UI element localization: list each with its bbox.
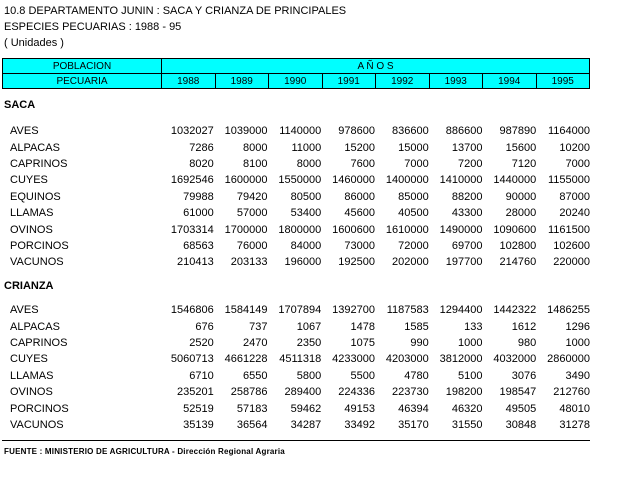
value-cell: 61000 [183,207,214,220]
value-cell: 1610000 [385,223,429,236]
value-cell: 80500 [290,190,322,203]
value-cell: 102800 [499,239,537,252]
value-cell: 1460000 [332,174,375,187]
species-name: LLAMAS [10,207,54,220]
value-cell: 15000 [398,141,429,154]
value-cell: 737 [249,320,268,333]
value-cell: 15200 [344,141,375,154]
value-cell: 90000 [505,190,537,203]
value-cell: 224336 [338,386,375,399]
species-name: EQUINOS [10,190,61,203]
table-row [2,384,590,400]
table-row [2,139,590,155]
value-cell: 31550 [451,418,483,431]
value-cell: 1600600 [332,223,375,236]
table-row [2,351,590,367]
value-cell: 1692546 [170,174,214,187]
species-name: CAPRINOS [10,157,68,170]
value-cell: 8000 [296,157,322,170]
value-cell: 7600 [350,157,375,170]
header-year: 1992 [376,74,430,89]
value-cell: 1039000 [224,125,268,138]
title-block [4,3,346,51]
value-cell: 28000 [505,207,537,220]
section-title-crianza: CRIANZA [4,280,54,292]
species-name: PORCINOS [10,402,69,415]
species-name: LLAMAS [10,369,54,382]
species-name: CUYES [10,174,48,187]
value-cell: 31278 [559,418,590,431]
table-row [2,156,590,172]
value-cell: 886600 [445,125,483,138]
value-cell: 258786 [230,386,268,399]
value-cell: 1032027 [170,125,214,138]
value-cell: 1392700 [332,304,375,317]
value-cell: 86000 [344,190,375,203]
species-name: AVES [10,125,39,138]
header-year: 1988 [162,74,216,89]
value-cell: 3812000 [439,353,483,366]
header-year: 1991 [322,74,376,89]
value-cell: 1584149 [224,304,268,317]
value-cell: 5500 [350,369,375,382]
species-name: OVINOS [10,223,53,236]
value-cell: 4780 [404,369,429,382]
value-cell: 43300 [451,207,483,220]
value-cell: 1164000 [547,125,590,138]
value-cell: 980 [517,336,537,349]
value-cell: 53400 [290,207,322,220]
value-cell: 88200 [451,190,483,203]
value-cell: 2350 [296,336,322,349]
section-title-saca: SACA [4,99,36,111]
value-cell: 6710 [189,369,214,382]
table-row [2,205,590,221]
table-row [2,189,590,205]
value-cell: 1707894 [278,304,322,317]
value-cell: 990 [410,336,429,349]
value-cell: 5060713 [170,353,214,366]
value-cell: 987890 [499,125,537,138]
value-cell: 198200 [445,386,483,399]
value-cell: 2860000 [547,353,590,366]
value-cell: 46320 [451,402,483,415]
value-cell: 8100 [243,157,268,170]
value-cell: 36564 [236,418,268,431]
value-cell: 10200 [559,141,590,154]
value-cell: 7200 [458,157,483,170]
value-cell: 1486255 [547,304,590,317]
species-name: CAPRINOS [10,336,68,349]
value-cell: 79988 [183,190,214,203]
value-cell: 4203000 [385,353,429,366]
value-cell: 49505 [505,402,537,415]
table-row [2,368,590,384]
value-cell: 1703314 [170,223,214,236]
saca-table [2,123,590,271]
value-cell: 220000 [553,256,590,269]
value-cell: 34287 [290,418,322,431]
value-cell: 2520 [189,336,214,349]
value-cell: 1440000 [493,174,537,187]
value-cell: 1800000 [278,223,322,236]
value-cell: 84000 [290,239,322,252]
value-cell: 3076 [511,369,537,382]
value-cell: 49153 [344,402,375,415]
value-cell: 1075 [350,336,375,349]
table-row [2,417,590,433]
value-cell: 1700000 [224,223,268,236]
table-row [2,221,590,237]
value-cell: 198547 [499,386,537,399]
value-cell: 8020 [189,157,214,170]
value-cell: 4032000 [493,353,537,366]
value-cell: 1490000 [439,223,483,236]
value-cell: 5100 [458,369,483,382]
value-cell: 4511318 [279,353,322,366]
value-cell: 73000 [344,239,375,252]
value-cell: 48010 [559,402,590,415]
value-cell: 836600 [392,125,429,138]
value-cell: 223730 [392,386,429,399]
value-cell: 102600 [553,239,590,252]
table-row [2,123,590,139]
value-cell: 1296 [565,320,590,333]
value-cell: 1442322 [493,304,537,317]
table-row [2,335,590,351]
table-row [2,318,590,334]
value-cell: 1546806 [170,304,214,317]
value-cell: 214760 [499,256,537,269]
header-poblacion: POBLACION [3,59,162,74]
value-cell: 72000 [398,239,429,252]
value-cell: 8000 [243,141,268,154]
value-cell: 79420 [236,190,268,203]
title-line-2: ESPECIES PECUARIAS : 1988 - 95 [4,21,182,33]
species-name: PORCINOS [10,239,69,252]
table-row [2,254,590,270]
value-cell: 87000 [559,190,590,203]
species-name: ALPACAS [10,141,60,154]
value-cell: 1161500 [547,223,590,236]
value-cell: 45600 [344,207,375,220]
value-cell: 133 [464,320,483,333]
value-cell: 1090600 [493,223,537,236]
value-cell: 57000 [236,207,268,220]
species-name: CUYES [10,353,48,366]
value-cell: 7000 [404,157,429,170]
value-cell: 212760 [553,386,590,399]
value-cell: 1187583 [386,304,429,317]
title-line-1: 10.8 DEPARTAMENTO JUNIN : SACA Y CRIANZA DE PRINCIPALES [4,5,347,17]
value-cell: 52519 [183,402,214,415]
value-cell: 1000 [458,336,483,349]
value-cell: 1400000 [385,174,429,187]
value-cell: 196000 [284,256,322,269]
value-cell: 13700 [451,141,483,154]
table-row [2,238,590,254]
value-cell: 4661228 [224,353,268,366]
species-name: VACUNOS [10,418,64,431]
value-cell: 85000 [398,190,429,203]
value-cell: 1550000 [278,174,322,187]
value-cell: 46394 [398,402,429,415]
value-cell: 68563 [183,239,214,252]
value-cell: 1585 [404,320,429,333]
header-year: 1989 [215,74,269,89]
value-cell: 1294400 [439,304,483,317]
value-cell: 33492 [344,418,375,431]
value-cell: 20240 [559,207,590,220]
value-cell: 35139 [183,418,214,431]
header-year: 1993 [429,74,483,89]
table-row [2,302,590,318]
value-cell: 15600 [505,141,537,154]
value-cell: 289400 [284,386,322,399]
value-cell: 197700 [445,256,483,269]
value-cell: 4233000 [332,353,375,366]
title-line-3: ( Unidades ) [4,37,64,49]
value-cell: 1000 [565,336,590,349]
value-cell: 1140000 [279,125,322,138]
value-cell: 235201 [177,386,214,399]
value-cell: 5800 [296,369,322,382]
value-cell: 1067 [296,320,322,333]
value-cell: 1612 [511,320,537,333]
value-cell: 35170 [398,418,429,431]
table-row [2,172,590,188]
value-cell: 40500 [398,207,429,220]
species-name: VACUNOS [10,256,64,269]
value-cell: 2470 [243,336,268,349]
species-name: OVINOS [10,386,53,399]
value-cell: 11000 [291,141,322,154]
value-cell: 210413 [177,256,214,269]
crianza-table [2,302,590,433]
value-cell: 978600 [338,125,375,138]
value-cell: 192500 [338,256,375,269]
value-cell: 76000 [236,239,268,252]
value-cell: 7286 [189,141,214,154]
species-name: ALPACAS [10,320,60,333]
value-cell: 7120 [511,157,537,170]
table-row [2,400,590,416]
value-cell: 57183 [236,402,268,415]
value-cell: 30848 [505,418,537,431]
value-cell: 7000 [565,157,590,170]
header-year: 1995 [536,74,590,89]
header-year: 1994 [483,74,537,89]
value-cell: 69700 [451,239,483,252]
header-year: 1990 [269,74,323,89]
bottom-rule [2,440,590,441]
source-note: FUENTE : MINISTERIO DE AGRICULTURA - Dirección Regional Agraria [4,447,285,456]
value-cell: 202000 [392,256,429,269]
value-cell: 59462 [290,402,322,415]
value-cell: 676 [195,320,214,333]
header-anos: A Ñ O S [162,59,590,74]
table-header [2,58,590,89]
value-cell: 203133 [230,256,268,269]
value-cell: 3490 [565,369,590,382]
header-pecuaria: PECUARIA [3,74,162,89]
value-cell: 1155000 [547,174,590,187]
value-cell: 1478 [350,320,375,333]
species-name: AVES [10,304,39,317]
value-cell: 1600000 [224,174,268,187]
value-cell: 6550 [243,369,268,382]
value-cell: 1410000 [439,174,483,187]
